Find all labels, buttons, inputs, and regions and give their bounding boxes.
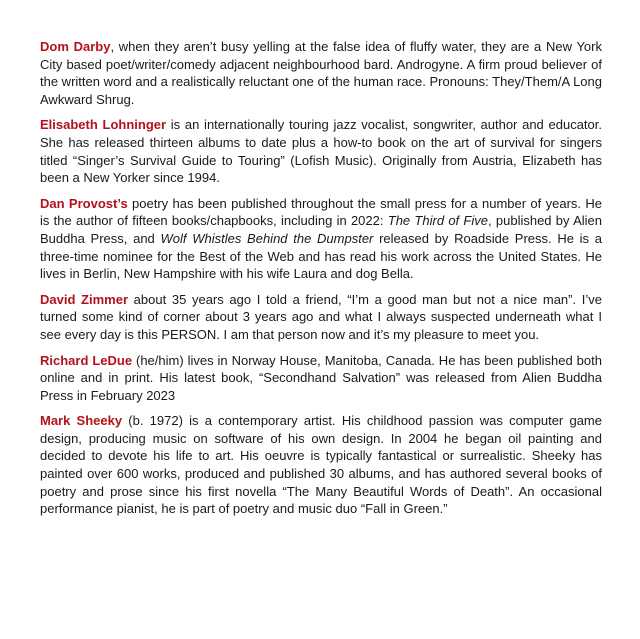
book-title: Wolf Whistles Behind the Dumpster	[160, 230, 374, 246]
contributor-name: Dom Darby	[40, 39, 111, 54]
contributor-name: Richard LeDue	[40, 352, 133, 368]
bio-text: (b. 1972) is a contemporary artist. His childhood passion was computer game design, producing music on software of his own design. In 2004 he began oil painting and decided to devote his life to art. His oeuvre is typically fantastical or surrealistic. Sheeky has painted over 600 works, produced and published 30 albums, and has authored several books of poetry and prose since his first novella “The Many Beautiful Words of Death”. An occasional performance pianist, he is part of poetry and music duo “Fall in Green.”	[40, 413, 602, 517]
contributor-name: Dan Provost’s	[40, 195, 128, 211]
bio-david-zimmer	[40, 291, 602, 344]
bio-text: poetry has been published throughout the small press for a number of years. He is the author of fifteen books/chapbooks, including in 2022:	[40, 195, 603, 229]
bio-text: , when they aren’t busy yelling at the false idea of fluffy water, they are a New York City based poet/writer/comedy adjacent neighbourhood bard. Androgyne. A firm proud believer of the written word and a realistically reluctant one of the human race. Pronouns: They/Them/A Long Awkward Shrug.	[40, 39, 602, 107]
bio-text: (he/him) lives in Norway House, Manitoba, Canada. He has been published both online and in print. His latest book, “Secondhand Salvation” was released from Alien Buddha Press in February 2023	[40, 352, 602, 403]
contributor-name: Mark Sheeky	[40, 413, 123, 429]
bio-richard-ledue	[40, 352, 602, 405]
bio-dan-provost	[40, 195, 602, 283]
contributor-bios	[40, 38, 602, 526]
bio-text: released by Roadside Press. He is a three-time nominee for the Best of the Web and has read his work across the United States. He lives in Berlin, New Hampshire with his wife Laura and dog Bella.	[40, 230, 602, 282]
bio-mark-sheeky	[40, 412, 602, 518]
bio-elisabeth-lohninger	[40, 116, 602, 186]
book-title: The Third of Five	[387, 213, 488, 229]
bio-dom-darby	[40, 38, 602, 108]
bio-text: is an internationally touring jazz vocalist, songwriter, author and educator. She has released thirteen albums to date plus a how-to book on the art of survival for singers titled “Singer’s Survival Guide to Touring” (Lofish Music). Originally from Austria, Elizabeth has been a New Yorker since 1994.	[40, 117, 602, 186]
bio-text: , published by Alien Buddha Press, and	[40, 213, 602, 246]
contributor-name: David Zimmer	[40, 291, 129, 307]
contributor-name: Elisabeth Lohninger	[40, 117, 167, 133]
bio-text: about 35 years ago I told a friend, “I’m a good man but not a nice man”. I’ve turned some kind of corner about 3 years ago and what I always suspected underneath what I see every day is this PERSON. I am that person now and it’s my pleasure to meet you.	[40, 291, 602, 342]
